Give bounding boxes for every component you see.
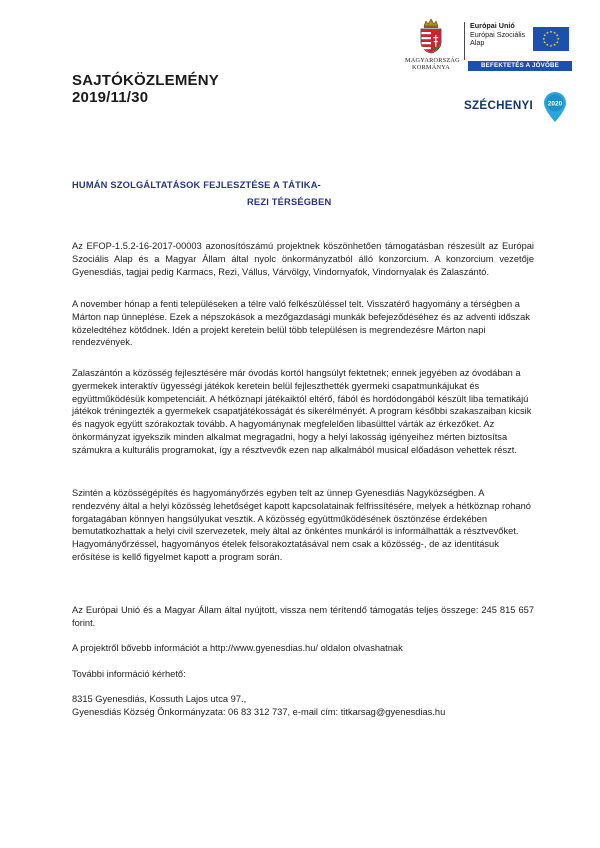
contact-details: Gyenesdiás Község Önkormányzata: 06 83 312 737, e-mail cím: titkarsag@gyenesdias.hu: [72, 706, 446, 717]
svg-text:★: ★: [555, 33, 559, 38]
project-title: [72, 177, 372, 211]
press-release-header: [72, 72, 219, 106]
eu-label-line3: Alap: [470, 38, 485, 48]
project-title-line2: REZI TÉRSÉGBEN: [247, 197, 332, 207]
government-logo-line1: MAGYARORSZÁG: [405, 57, 460, 64]
logo-divider: [464, 22, 465, 60]
szechenyi-year: 2020: [547, 100, 563, 108]
paragraph-funding: Az Európai Unió és a Magyar Állam által nyújtott, vissza nem térítendő támogatás teljes összege: 245 815 657 forint.: [72, 605, 534, 628]
svg-text:★: ★: [555, 40, 559, 45]
paragraph-consortium: Az EFOP-1.5.2-16-2017-00003 azonosítószámú projektnek köszönhetően támogatásban részesült az Európai Szociális Alap és a Magyar Állam által nyolc önkormányzatból álló konzorcium. A konzorcium vezetője Gyenesdiás, tagjai pedig Karmacs, Rezi, Vállus, Várvölgy, Vindornyafok, Vindornyalak és Zalaszántó.: [72, 241, 534, 277]
szechenyi-text: SZÉCHENYI: [464, 99, 534, 112]
svg-text:★: ★: [552, 43, 557, 48]
release-date: 2019/11/30: [72, 89, 149, 106]
coat-of-arms-icon: [418, 18, 444, 54]
svg-text:★: ★: [543, 40, 547, 45]
eu-label-line2: Európai Szociális: [470, 29, 526, 39]
svg-text:★: ★: [542, 37, 546, 41]
paragraph-november: A november hónap a fenti településeken a télre való felkészüléssel telt. Visszatérő hagyomány a térségben a Márton nap ünneplése. Ezek a népszokások a mezőgazdasági munkák befejeződéséhez és az adventi időszak közeledtéhez kötődnek. Idén a projekt keretein belül több településen is megrendezésre Márton napi rendezvények.: [72, 299, 530, 348]
eu-stars-icon: [533, 27, 569, 51]
svg-text:★: ★: [549, 44, 553, 49]
eu-flag-icon: [533, 27, 569, 51]
government-logo-line2: KORMÁNYA: [412, 64, 450, 71]
contact-block: [72, 693, 534, 719]
paragraph-gyenesdias: Szintén a közösségépítés és hagyományőrzés egyben telt az ünnep Gyenesdiás Nagyközségben. A rendezvény által a helyi közösség lehetőséget kapott kapcsolatainak felfrissítésére, melyek a hétköznap rohanó forgatagában könnyen hangsúlyukat vesztik. A közösség együttműködésének ösztönzése érdekében bemutatkozhattak a helyi civil szervezetek, mely által az önkéntes munkáról is informálhatták a résztvevőket. Hagyományőrzéssel, hagyományos ételek felsorakoztatásával nem csak a közösség-, de az identitásuk erősítése is kellő figyelmet kapott a program során.: [72, 488, 531, 562]
svg-text:★: ★: [543, 33, 547, 38]
eu-label-line1: Európai Unió: [470, 21, 515, 30]
hungarian-government-logo: [405, 18, 460, 71]
svg-text:★: ★: [556, 37, 560, 41]
contact-address: 8315 Gyenesdiás, Kossuth Lajos utca 97.,: [72, 694, 247, 704]
svg-text:★: ★: [549, 29, 553, 34]
svg-text:★: ★: [545, 43, 550, 48]
eu-fund-label: [470, 22, 525, 48]
location-pin-icon: [542, 91, 568, 123]
svg-text:★: ★: [545, 30, 550, 35]
contact-intro: További információ kérhető:: [72, 669, 186, 679]
page-title: SAJTÓKÖZLEMÉNY: [72, 72, 219, 89]
project-title-line1: HUMÁN SZOLGÁLTATÁSOK FEJLESZTÉSE A TÁTIKA-: [72, 180, 321, 190]
svg-text:★: ★: [552, 30, 557, 35]
eu-banner: BEFEKTETÉS A JÖVŐBE: [468, 61, 572, 71]
paragraph-more-info: A projektről bővebb információt a http://www.gyenesdias.hu/ oldalon olvashatnak: [72, 643, 403, 653]
government-logo-text: [405, 57, 460, 71]
paragraph-zalaszanto: Zalaszántón a közösség fejlesztésére már óvodás kortól hangsúlyt fektetnek; ennek jegyében az óvodában a gyermekek interaktív ügyességi játékok keretein belül fejleszthették gyermeki csapatmunkájukat és együttműködésük kompetenciáit. A hétköznapi játékaiktól eltérő, fából és hordódongából készült liba tematikájú játékok tréningezték a gyermekek csapatjátékosságát és sikerélményét. A program későbbi szakaszaiban kicsik és nagyok együtt szórakoztak tovább. A hagyománynak megfelelően libasülttel várták az érkezőket. Az önkormányzat igyekszik minden alkalmat megragadni, hogy a helyi lakosság igényeihez mérten biztosítsa számukra a kulturális programokat, így a résztvevők ezen nap alkalmából musical előadáson vehettek részt.: [72, 368, 532, 455]
